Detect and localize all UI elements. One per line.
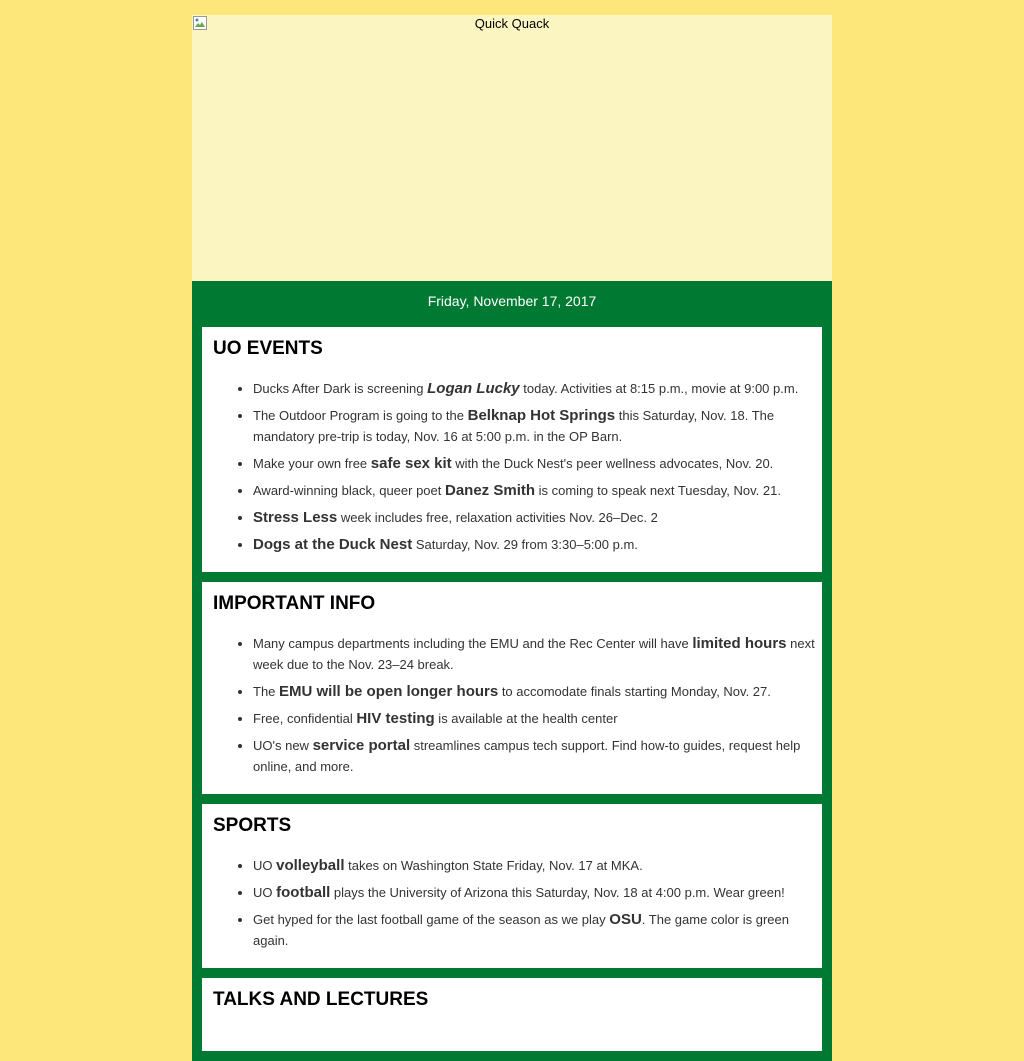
highlight-link[interactable]: volleyball [276,857,345,874]
highlight-link[interactable]: limited hours [692,635,787,652]
newsletter [192,15,832,1061]
section-title: TALKS AND LECTURES [213,989,429,1010]
highlight-link[interactable]: Stress Less [253,509,338,526]
highlight-link[interactable]: Belknap Hot Springs [467,407,616,424]
section-sports [202,804,822,968]
section-title: UO EVENTS [213,338,323,359]
list-item: • Dogs at the Duck Nest Saturday, Nov. 29 from 3:30–5:00 p.m. [253,534,818,555]
highlight-link[interactable]: football [276,884,331,901]
banner-alt-text: Quick Quack [474,16,550,31]
newsletter-date: Friday, November 17, 2017 [427,293,597,309]
item-list [213,633,818,777]
list-item: • UO football plays the University of Arizona this Saturday, Nov. 18 at 4:00 p.m. Wear green! [253,882,818,903]
item-list [213,378,818,555]
item-list [213,855,818,951]
highlight-link[interactable]: EMU will be open longer hours [279,683,499,700]
list-item: • The Outdoor Program is going to the Belknap Hot Springs this Saturday, Nov. 18. The mandatory pre-trip is today, Nov. 16 at 5:00 p.m. in the OP Barn. [253,405,818,447]
list-item: • Many campus departments including the EMU and the Rec Center will have limited hours next week due to the Nov. 23–24 break. [253,633,818,675]
highlight-link[interactable]: Dogs at the Duck Nest [253,536,413,553]
section-title: IMPORTANT INFO [213,593,376,614]
section-title: SPORTS [213,815,292,836]
highlight-link[interactable]: safe sex kit [370,455,452,472]
list-item: • Award-winning black, queer poet Danez Smith is coming to speak next Tuesday, Nov. 21. [253,480,818,501]
section-uo-events [202,327,822,572]
list-item: • The EMU will be open longer hours to accomodate finals starting Monday, Nov. 27. [253,681,818,702]
highlight-link[interactable]: Logan Lucky [427,380,520,397]
list-item: • Free, confidential HIV testing is available at the health center [253,708,818,729]
list-item: • UO volleyball takes on Washington State Friday, Nov. 17 at MKA. [253,855,818,876]
list-item: • Stress Less week includes free, relaxation activities Nov. 26–Dec. 2 [253,507,818,528]
highlight-link[interactable]: Danez Smith [445,482,536,499]
list-item: • Ducks After Dark is screening Logan Lucky today. Activities at 8:15 p.m., movie at 9:00 p.m. [253,378,818,399]
header-banner [192,15,832,281]
list-item: • UO's new service portal streamlines campus tech support. Find how-to guides, request help online, and more. [253,735,818,777]
list-item: • Get hyped for the last football game of the season as we play OSU. The game color is green again. [253,909,818,951]
section-important-info [202,582,822,794]
section-talks-and-lectures [202,978,822,1051]
highlight-link[interactable]: HIV testing [356,710,435,727]
list-item: • Make your own free safe sex kit with the Duck Nest's peer wellness advocates, Nov. 20. [253,453,818,474]
highlight-link[interactable]: service portal [312,737,411,754]
highlight-link[interactable]: OSU [609,911,642,928]
